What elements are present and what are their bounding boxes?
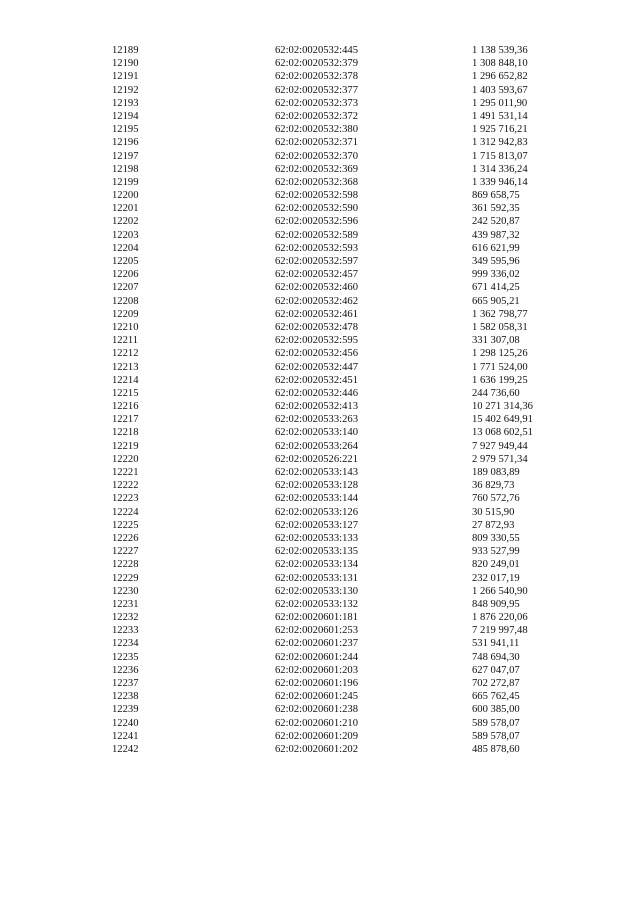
row-number: 12196 bbox=[112, 137, 139, 149]
cadastral-number: 62:02:0020532:462 bbox=[275, 295, 358, 307]
cadastral-number: 62:02:0020533:130 bbox=[275, 585, 358, 597]
row-number: 12231 bbox=[112, 598, 139, 610]
row-number: 12208 bbox=[112, 295, 139, 307]
cadastral-value: 820 249,01 bbox=[472, 559, 520, 571]
cadastral-number: 62:02:0020601:238 bbox=[275, 704, 358, 716]
table-row bbox=[0, 308, 640, 321]
table-row bbox=[0, 532, 640, 545]
table-row bbox=[0, 295, 640, 308]
cadastral-value: 2 979 571,34 bbox=[472, 453, 528, 465]
cadastral-value: 933 527,99 bbox=[472, 546, 520, 558]
cadastral-value: 1 138 539,36 bbox=[472, 45, 528, 56]
cadastral-number: 62:02:0020533:133 bbox=[275, 532, 358, 544]
cadastral-value: 1 491 531,14 bbox=[472, 110, 528, 122]
table-row bbox=[0, 717, 640, 730]
table-row bbox=[0, 413, 640, 426]
row-number: 12206 bbox=[112, 269, 139, 281]
table-row bbox=[0, 479, 640, 492]
cadastral-value: 1 636 199,25 bbox=[472, 374, 528, 386]
table-row bbox=[0, 57, 640, 70]
cadastral-value: 30 515,90 bbox=[472, 506, 515, 518]
row-number: 12232 bbox=[112, 612, 139, 624]
row-number: 12240 bbox=[112, 717, 139, 729]
row-number: 12197 bbox=[112, 150, 139, 162]
cadastral-value: 1 715 813,07 bbox=[472, 150, 528, 162]
cadastral-number: 62:02:0020532:590 bbox=[275, 203, 358, 215]
row-number: 12207 bbox=[112, 282, 139, 294]
table-row bbox=[0, 703, 640, 716]
cadastral-number: 62:02:0020532:445 bbox=[275, 45, 358, 56]
row-number: 12194 bbox=[112, 110, 139, 122]
cadastral-value: 439 987,32 bbox=[472, 229, 520, 241]
cadastral-value: 15 402 649,91 bbox=[472, 414, 533, 426]
cadastral-value: 809 330,55 bbox=[472, 532, 520, 544]
cadastral-number: 62:02:0020601:196 bbox=[275, 678, 358, 689]
cadastral-number: 62:02:0020532:460 bbox=[275, 282, 358, 294]
row-number: 12198 bbox=[112, 163, 139, 175]
cadastral-number: 62:02:0020601:209 bbox=[275, 730, 358, 742]
cadastral-value: 27 872,93 bbox=[472, 519, 515, 531]
cadastral-number: 62:02:0020601:237 bbox=[275, 638, 358, 650]
cadastral-value: 531 941,11 bbox=[472, 638, 520, 650]
row-number: 12199 bbox=[112, 176, 139, 188]
cadastral-number: 62:02:0020533:127 bbox=[275, 519, 358, 531]
cadastral-value: 1 296 652,82 bbox=[472, 71, 528, 83]
cadastral-number: 62:02:0020532:370 bbox=[275, 150, 358, 162]
row-number: 12227 bbox=[112, 546, 139, 558]
cadastral-number: 62:02:0020533:128 bbox=[275, 480, 358, 492]
cadastral-value: 331 307,08 bbox=[472, 335, 520, 347]
cadastral-value: 600 385,00 bbox=[472, 704, 520, 716]
cadastral-number: 62:02:0020532:378 bbox=[275, 71, 358, 83]
cadastral-number: 62:02:0020533:134 bbox=[275, 559, 358, 571]
cadastral-number: 62:02:0020532:447 bbox=[275, 361, 358, 373]
row-number: 12230 bbox=[112, 585, 139, 597]
row-number: 12233 bbox=[112, 625, 139, 637]
row-number: 12189 bbox=[112, 45, 139, 56]
cadastral-value: 848 909,95 bbox=[472, 598, 520, 610]
cadastral-number: 62:02:0020532:593 bbox=[275, 242, 358, 254]
table-row bbox=[0, 730, 640, 743]
table-row bbox=[0, 361, 640, 374]
table-row bbox=[0, 268, 640, 281]
row-number: 12234 bbox=[112, 638, 139, 650]
row-number: 12237 bbox=[112, 678, 139, 689]
table-row bbox=[0, 255, 640, 268]
row-number: 12213 bbox=[112, 361, 139, 373]
row-number: 12211 bbox=[112, 335, 139, 347]
table-row bbox=[0, 677, 640, 690]
cadastral-value: 36 829,73 bbox=[472, 480, 515, 492]
table-row bbox=[0, 229, 640, 242]
row-number: 12209 bbox=[112, 308, 139, 320]
cadastral-value: 242 520,87 bbox=[472, 216, 520, 228]
table-row bbox=[0, 558, 640, 571]
cadastral-value: 665 905,21 bbox=[472, 295, 520, 307]
data-table bbox=[0, 44, 640, 756]
cadastral-number: 62:02:0020533:263 bbox=[275, 414, 358, 426]
cadastral-value: 665 762,45 bbox=[472, 691, 520, 703]
table-row bbox=[0, 545, 640, 558]
row-number: 12204 bbox=[112, 242, 139, 254]
table-row bbox=[0, 387, 640, 400]
cadastral-value: 1 266 540,90 bbox=[472, 585, 528, 597]
cadastral-value: 1 312 942,83 bbox=[472, 137, 528, 149]
table-row bbox=[0, 150, 640, 163]
cadastral-number: 62:02:0020532:457 bbox=[275, 269, 358, 281]
row-number: 12195 bbox=[112, 124, 139, 136]
row-number: 12224 bbox=[112, 506, 139, 518]
row-number: 12212 bbox=[112, 348, 139, 360]
table-row bbox=[0, 426, 640, 439]
row-number: 12216 bbox=[112, 401, 139, 413]
table-row bbox=[0, 176, 640, 189]
cadastral-value: 1 308 848,10 bbox=[472, 58, 528, 70]
table-row bbox=[0, 440, 640, 453]
cadastral-number: 62:02:0020601:244 bbox=[275, 651, 358, 663]
cadastral-value: 1 314 336,24 bbox=[472, 163, 528, 175]
table-row bbox=[0, 637, 640, 650]
cadastral-value: 616 621,99 bbox=[472, 242, 520, 254]
cadastral-number: 62:02:0020533:135 bbox=[275, 546, 358, 558]
row-number: 12225 bbox=[112, 519, 139, 531]
cadastral-value: 999 336,02 bbox=[472, 269, 520, 281]
table-row bbox=[0, 690, 640, 703]
cadastral-value: 485 878,60 bbox=[472, 743, 520, 755]
cadastral-number: 62:02:0020532:380 bbox=[275, 124, 358, 136]
table-row bbox=[0, 374, 640, 387]
cadastral-value: 748 694,30 bbox=[472, 651, 520, 663]
table-row bbox=[0, 347, 640, 360]
table-row bbox=[0, 189, 640, 202]
row-number: 12219 bbox=[112, 440, 139, 452]
row-number: 12200 bbox=[112, 190, 139, 202]
row-number: 12192 bbox=[112, 84, 139, 96]
row-number: 12220 bbox=[112, 453, 139, 465]
cadastral-number: 62:02:0020601:210 bbox=[275, 717, 358, 729]
cadastral-number: 62:02:0020532:598 bbox=[275, 190, 358, 202]
cadastral-number: 62:02:0020532:413 bbox=[275, 401, 358, 413]
cadastral-value: 13 068 602,51 bbox=[472, 427, 533, 439]
cadastral-value: 1 582 058,31 bbox=[472, 321, 528, 333]
table-row bbox=[0, 453, 640, 466]
table-row bbox=[0, 598, 640, 611]
cadastral-value: 349 595,96 bbox=[472, 256, 520, 267]
cadastral-value: 1 403 593,67 bbox=[472, 84, 528, 96]
cadastral-number: 62:02:0020601:253 bbox=[275, 625, 358, 637]
table-row bbox=[0, 664, 640, 677]
table-row bbox=[0, 572, 640, 585]
table-row bbox=[0, 506, 640, 519]
cadastral-value: 589 578,07 bbox=[472, 730, 520, 742]
cadastral-number: 62:02:0020533:126 bbox=[275, 506, 358, 518]
table-row bbox=[0, 215, 640, 228]
table-row bbox=[0, 585, 640, 598]
cadastral-value: 869 658,75 bbox=[472, 190, 520, 202]
cadastral-number: 62:02:0020532:368 bbox=[275, 176, 358, 188]
row-number: 12191 bbox=[112, 71, 139, 83]
table-row bbox=[0, 492, 640, 505]
cadastral-number: 62:02:0020533:264 bbox=[275, 440, 358, 452]
row-number: 12217 bbox=[112, 414, 139, 426]
row-number: 12242 bbox=[112, 743, 139, 755]
cadastral-number: 62:02:0020532:446 bbox=[275, 387, 358, 399]
table-row bbox=[0, 202, 640, 215]
row-number: 12241 bbox=[112, 730, 139, 742]
table-row bbox=[0, 136, 640, 149]
cadastral-value: 589 578,07 bbox=[472, 717, 520, 729]
cadastral-value: 1 298 125,26 bbox=[472, 348, 528, 360]
table-row bbox=[0, 743, 640, 756]
table-row bbox=[0, 466, 640, 479]
cadastral-number: 62:02:0020533:144 bbox=[275, 493, 358, 505]
table-row bbox=[0, 651, 640, 664]
table-row bbox=[0, 97, 640, 110]
row-number: 12223 bbox=[112, 493, 139, 505]
cadastral-value: 627 047,07 bbox=[472, 664, 520, 676]
cadastral-number: 62:02:0020532:377 bbox=[275, 84, 358, 96]
cadastral-value: 702 272,87 bbox=[472, 678, 520, 689]
cadastral-value: 671 414,25 bbox=[472, 282, 520, 294]
row-number: 12210 bbox=[112, 321, 139, 333]
row-number: 12229 bbox=[112, 572, 139, 584]
cadastral-number: 62:02:0020532:371 bbox=[275, 137, 358, 149]
table-row bbox=[0, 242, 640, 255]
row-number: 12205 bbox=[112, 256, 139, 267]
row-number: 12239 bbox=[112, 704, 139, 716]
cadastral-number: 62:02:0020532:451 bbox=[275, 374, 358, 386]
cadastral-number: 62:02:0020532:461 bbox=[275, 308, 358, 320]
row-number: 12218 bbox=[112, 427, 139, 439]
row-number: 12235 bbox=[112, 651, 139, 663]
cadastral-number: 62:02:0020532:373 bbox=[275, 97, 358, 109]
cadastral-value: 361 592,35 bbox=[472, 203, 520, 215]
cadastral-number: 62:02:0020532:456 bbox=[275, 348, 358, 360]
table-row bbox=[0, 400, 640, 413]
cadastral-number: 62:02:0020533:131 bbox=[275, 572, 358, 584]
cadastral-number: 62:02:0020532:596 bbox=[275, 216, 358, 228]
cadastral-value: 1 362 798,77 bbox=[472, 308, 528, 320]
table-row bbox=[0, 334, 640, 347]
table-row bbox=[0, 321, 640, 334]
row-number: 12221 bbox=[112, 467, 139, 478]
cadastral-number: 62:02:0020532:595 bbox=[275, 335, 358, 347]
row-number: 12193 bbox=[112, 97, 139, 109]
row-number: 12222 bbox=[112, 480, 139, 492]
cadastral-number: 62:02:0020601:202 bbox=[275, 743, 358, 755]
cadastral-value: 7 219 997,48 bbox=[472, 625, 528, 637]
cadastral-number: 62:02:0020532:478 bbox=[275, 321, 358, 333]
cadastral-value: 1 876 220,06 bbox=[472, 612, 528, 624]
row-number: 12214 bbox=[112, 374, 139, 386]
cadastral-value: 189 083,89 bbox=[472, 467, 520, 478]
cadastral-value: 10 271 314,36 bbox=[472, 401, 533, 413]
table-row bbox=[0, 84, 640, 97]
row-number: 12190 bbox=[112, 58, 139, 70]
cadastral-number: 62:02:0020533:140 bbox=[275, 427, 358, 439]
row-number: 12215 bbox=[112, 387, 139, 399]
table-row bbox=[0, 281, 640, 294]
row-number: 12226 bbox=[112, 532, 139, 544]
table-row bbox=[0, 163, 640, 176]
table-row bbox=[0, 70, 640, 83]
cadastral-value: 1 295 011,90 bbox=[472, 97, 528, 109]
table-row bbox=[0, 624, 640, 637]
table-row bbox=[0, 110, 640, 123]
row-number: 12236 bbox=[112, 664, 139, 676]
cadastral-number: 62:02:0020532:379 bbox=[275, 58, 358, 70]
cadastral-number: 62:02:0020533:132 bbox=[275, 598, 358, 610]
row-number: 12238 bbox=[112, 691, 139, 703]
row-number: 12228 bbox=[112, 559, 139, 571]
row-number: 12201 bbox=[112, 203, 139, 215]
cadastral-number: 62:02:0020532:597 bbox=[275, 256, 358, 267]
cadastral-number: 62:02:0020601:203 bbox=[275, 664, 358, 676]
cadastral-value: 232 017,19 bbox=[472, 572, 520, 584]
table-row bbox=[0, 519, 640, 532]
cadastral-number: 62:02:0020532:372 bbox=[275, 110, 358, 122]
cadastral-value: 244 736,60 bbox=[472, 387, 520, 399]
table-row bbox=[0, 44, 640, 57]
cadastral-number: 62:02:0020533:143 bbox=[275, 467, 358, 478]
cadastral-value: 1 925 716,21 bbox=[472, 124, 528, 136]
row-number: 12203 bbox=[112, 229, 139, 241]
cadastral-number: 62:02:0020526:221 bbox=[275, 453, 358, 465]
cadastral-value: 7 927 949,44 bbox=[472, 440, 528, 452]
cadastral-number: 62:02:0020532:369 bbox=[275, 163, 358, 175]
cadastral-value: 1 339 946,14 bbox=[472, 176, 528, 188]
cadastral-number: 62:02:0020601:245 bbox=[275, 691, 358, 703]
row-number: 12202 bbox=[112, 216, 139, 228]
cadastral-number: 62:02:0020532:589 bbox=[275, 229, 358, 241]
table-row bbox=[0, 123, 640, 136]
cadastral-number: 62:02:0020601:181 bbox=[275, 612, 358, 624]
cadastral-value: 760 572,76 bbox=[472, 493, 520, 505]
table-row bbox=[0, 611, 640, 624]
cadastral-value: 1 771 524,00 bbox=[472, 361, 528, 373]
